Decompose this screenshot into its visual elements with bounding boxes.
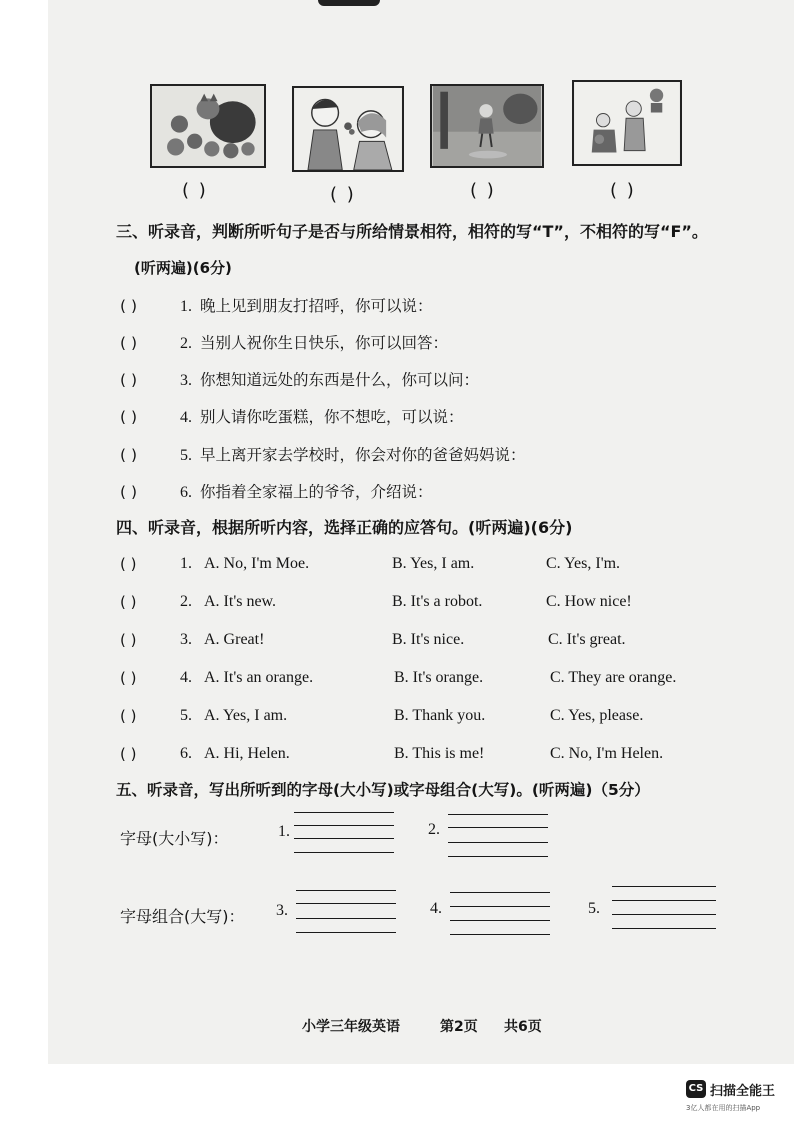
answer-bracket[interactable]: ( ) bbox=[120, 669, 137, 687]
camscanner-tagline: 3亿人都在用的扫描App bbox=[686, 1104, 761, 1112]
item-number: 1. bbox=[180, 298, 192, 315]
writing-number-5: 5. bbox=[588, 900, 600, 917]
section-4-heading: 四、听录音，根据所听内容，选择正确的应答句。(听两遍)(6分) bbox=[116, 518, 573, 537]
writing-lines-2[interactable] bbox=[448, 814, 548, 864]
option-c: C. No, I'm Helen. bbox=[550, 745, 664, 762]
picture-3-answer[interactable]: ( ) bbox=[470, 180, 496, 201]
item-number: 3. bbox=[180, 372, 192, 389]
item-text: 你指着全家福上的爷爷，介绍说： bbox=[200, 483, 433, 501]
option-a: A. It's an orange. bbox=[204, 669, 314, 686]
writing-lines-4[interactable] bbox=[450, 892, 550, 942]
option-a: A. No, I'm Moe. bbox=[204, 555, 310, 572]
writing-lines-1[interactable] bbox=[294, 812, 394, 862]
writing-number-1: 1. bbox=[278, 823, 290, 840]
answer-bracket[interactable]: ( ) bbox=[120, 593, 137, 611]
picture-4-answer[interactable]: ( ) bbox=[610, 180, 636, 201]
answer-bracket[interactable]: ( ) bbox=[120, 446, 138, 464]
picture-3-park bbox=[430, 84, 544, 168]
section-3-heading: 三、听录音，判断所听句子是否与所给情景相符，相符的写“T”，不相符的写“F”。 bbox=[116, 222, 708, 241]
answer-bracket[interactable]: ( ) bbox=[120, 334, 138, 352]
answer-bracket[interactable]: ( ) bbox=[120, 707, 137, 725]
item-text: 早上离开家去学校时，你会对你的爸爸妈妈说： bbox=[200, 446, 526, 464]
writing-lines-3[interactable] bbox=[296, 890, 396, 940]
footer-total: 共6页 bbox=[504, 1019, 542, 1035]
option-b: B. Thank you. bbox=[394, 707, 486, 724]
item-number: 2. bbox=[180, 593, 192, 610]
picture-1-mice bbox=[150, 84, 266, 168]
section-3-item-4 bbox=[120, 405, 464, 427]
section-3-note: (听两遍)(6分) bbox=[134, 259, 232, 277]
answer-bracket[interactable]: ( ) bbox=[120, 297, 138, 315]
answer-bracket[interactable]: ( ) bbox=[120, 745, 137, 763]
item-number: 1. bbox=[180, 555, 192, 572]
option-c: C. They are orange. bbox=[550, 669, 677, 686]
option-c: C. Yes, I'm. bbox=[546, 555, 621, 572]
option-b: B. This is me! bbox=[394, 745, 485, 762]
item-number: 5. bbox=[180, 707, 192, 724]
item-text: 你想知道远处的东西是什么，你可以问： bbox=[200, 371, 480, 389]
option-c: C. It's great. bbox=[548, 631, 626, 648]
footer-page: 第2页 bbox=[440, 1019, 478, 1035]
camscanner-name: 扫描全能王 bbox=[710, 1084, 776, 1099]
section-3-item-2 bbox=[120, 331, 448, 353]
footer-subject: 小学三年级英语 bbox=[302, 1019, 400, 1035]
picture-1-answer[interactable]: ( ) bbox=[182, 180, 208, 201]
item-number: 6. bbox=[180, 484, 192, 501]
item-number: 5. bbox=[180, 447, 192, 464]
item-number: 4. bbox=[180, 409, 192, 426]
writing-lines-5[interactable] bbox=[612, 886, 716, 936]
item-number: 2. bbox=[180, 335, 192, 352]
scan-smudge bbox=[318, 0, 380, 6]
option-a: A. Great! bbox=[204, 631, 265, 648]
section-5-heading: 五、听录音，写出所听到的字母(大小写)或字母组合(大写)。(听两遍)（5分） bbox=[116, 781, 650, 799]
section-3-item-3 bbox=[120, 368, 479, 390]
option-b: B. It's orange. bbox=[394, 669, 484, 686]
writing-number-2: 2. bbox=[428, 821, 440, 838]
option-b: B. It's nice. bbox=[392, 631, 465, 648]
answer-bracket[interactable]: ( ) bbox=[120, 631, 137, 649]
picture-2-answer[interactable]: ( ) bbox=[330, 184, 356, 205]
writing-number-3: 3. bbox=[276, 902, 288, 919]
section-3-item-6 bbox=[120, 480, 433, 502]
answer-bracket[interactable]: ( ) bbox=[120, 483, 138, 501]
option-a: A. Yes, I am. bbox=[204, 707, 288, 724]
camscanner-logo-icon: CS bbox=[686, 1080, 706, 1098]
item-text: 别人请你吃蛋糕，你不想吃，可以说： bbox=[200, 408, 464, 426]
option-a: A. It's new. bbox=[204, 593, 277, 610]
answer-bracket[interactable]: ( ) bbox=[120, 371, 138, 389]
combos-label: 字母组合(大写)： bbox=[120, 907, 245, 926]
picture-2-girls bbox=[292, 86, 404, 172]
item-text: 当别人祝你生日快乐，你可以回答： bbox=[200, 334, 449, 352]
section-3-item-1 bbox=[120, 294, 433, 316]
option-c: C. Yes, please. bbox=[550, 707, 644, 724]
option-a: A. Hi, Helen. bbox=[204, 745, 290, 762]
option-b: B. It's a robot. bbox=[392, 593, 483, 610]
writing-number-4: 4. bbox=[430, 900, 442, 917]
item-number: 3. bbox=[180, 631, 192, 648]
answer-bracket[interactable]: ( ) bbox=[120, 408, 138, 426]
picture-4-family bbox=[572, 80, 682, 166]
item-number: 6. bbox=[180, 745, 192, 762]
answer-bracket[interactable]: ( ) bbox=[120, 555, 137, 573]
item-number: 4. bbox=[180, 669, 192, 686]
option-b: B. Yes, I am. bbox=[392, 555, 475, 572]
option-c: C. How nice! bbox=[546, 593, 632, 610]
item-text: 晚上见到朋友打招呼，你可以说： bbox=[200, 297, 433, 315]
section-3-item-5 bbox=[120, 443, 526, 465]
letters-label: 字母(大小写)： bbox=[120, 829, 229, 848]
